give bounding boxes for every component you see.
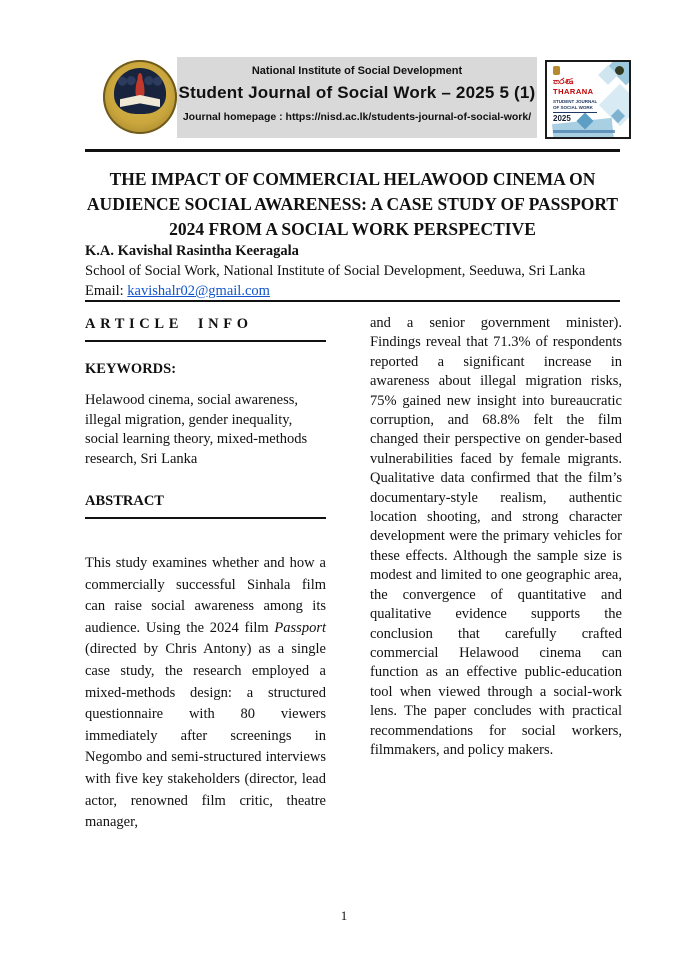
institute-name: National Institute of Social Development bbox=[251, 65, 463, 77]
cover-seal-icon bbox=[615, 66, 624, 75]
cover-emblem-icon bbox=[553, 66, 560, 75]
logo-emblem bbox=[114, 68, 166, 114]
article-info-heading: ARTICLE INFO bbox=[85, 316, 253, 332]
journal-cover-thumbnail bbox=[545, 60, 631, 139]
title-divider-rule bbox=[85, 300, 620, 302]
email-label: Email: bbox=[85, 283, 128, 299]
cover-subtitle-line2: OF SOCIAL WORK bbox=[553, 104, 593, 110]
cover-title: THARANA bbox=[553, 87, 594, 96]
article-info-column bbox=[85, 316, 326, 834]
cover-sinhala-title: තරණ bbox=[553, 77, 574, 86]
keywords-label: KEYWORDS: bbox=[85, 361, 177, 377]
article-title-line1: THE IMPACT OF COMMERCIAL HELAWOOD CINEMA ON bbox=[109, 169, 596, 189]
abstract-underline bbox=[85, 517, 326, 519]
cover-year: 2025 bbox=[553, 114, 571, 123]
abstract-continuation-column: and a senior government minister). Findings reveal that 71.3% of respondents reported a significant increase in awareness about illegal migration risks, 75% gained new insight into bureaucratic corruption, and 68.8% felt the film changed their perspective on gender-based vulnerabilities faced by female migrants. Qualitative data confirmed that the film’s documentary-style realism, authentic location shooting, and strong character development were the primary vehicles for these effects. Although the sample size is modest and limited to one geographic area, the convergence of quantitative and qualitative evidence supports the conclusion that carefully crafted commercial Helawood cinema can function as an effective public-education tool when viewed through a social-work lens. The paper concludes with practical recommendations for social workers, filmmakers, and policy makers. bbox=[370, 315, 622, 758]
author-name: K.A. Kavishal Rasintha Keeragala bbox=[85, 243, 299, 259]
cover-subtitle bbox=[553, 99, 597, 113]
article-title-line3: 2024 FROM A SOCIAL WORK PERSPECTIVE bbox=[169, 219, 536, 239]
article-title-line2: AUDIENCE SOCIAL AWARENESS: A CASE STUDY OF PASSPORT bbox=[86, 194, 619, 214]
author-affiliation: School of Social Work, National Institute of Social Development, Seeduwa, Sri Lanka bbox=[85, 263, 586, 279]
journal-header-banner bbox=[177, 57, 537, 138]
journal-homepage: Journal homepage : https://nisd.ac.lk/students-journal-of-social-work/ bbox=[182, 111, 532, 123]
email-link[interactable]: kavishalr02@gmail.com bbox=[127, 283, 270, 299]
article-info-underline bbox=[85, 340, 326, 342]
cover-footer-line bbox=[553, 130, 615, 133]
header-divider-rule bbox=[85, 149, 620, 152]
open-book-icon bbox=[120, 95, 160, 107]
cover-subtitle-line1: STUDENT JOURNAL bbox=[553, 99, 598, 104]
journal-title: Student Journal of Social Work – 2025 5 (1) bbox=[178, 83, 536, 102]
page-number: 1 bbox=[340, 908, 348, 923]
article-title bbox=[85, 167, 620, 242]
abstract-text: This study examines whether and how a commercially successful Sinhala film can raise social awareness among its audience. Using the 2024 film Passport (directed by Chris Antony) as a single case study, the research employed a mixed-methods design: a structured questionnaire with 80 viewers immediately after screenings in Negombo and semi-structured interviews with five key stakeholders (director, lead actor, renowned film critic, theatre manager, bbox=[85, 555, 326, 831]
author-block bbox=[85, 241, 625, 301]
institute-logo bbox=[103, 60, 177, 134]
author-email-line bbox=[85, 281, 625, 301]
abstract-heading: ABSTRACT bbox=[85, 493, 164, 509]
keywords-text: Helawood cinema, social awareness, illegal migration, gender inequality, social learning theory, mixed-methods research, Sri Lanka bbox=[85, 392, 308, 467]
